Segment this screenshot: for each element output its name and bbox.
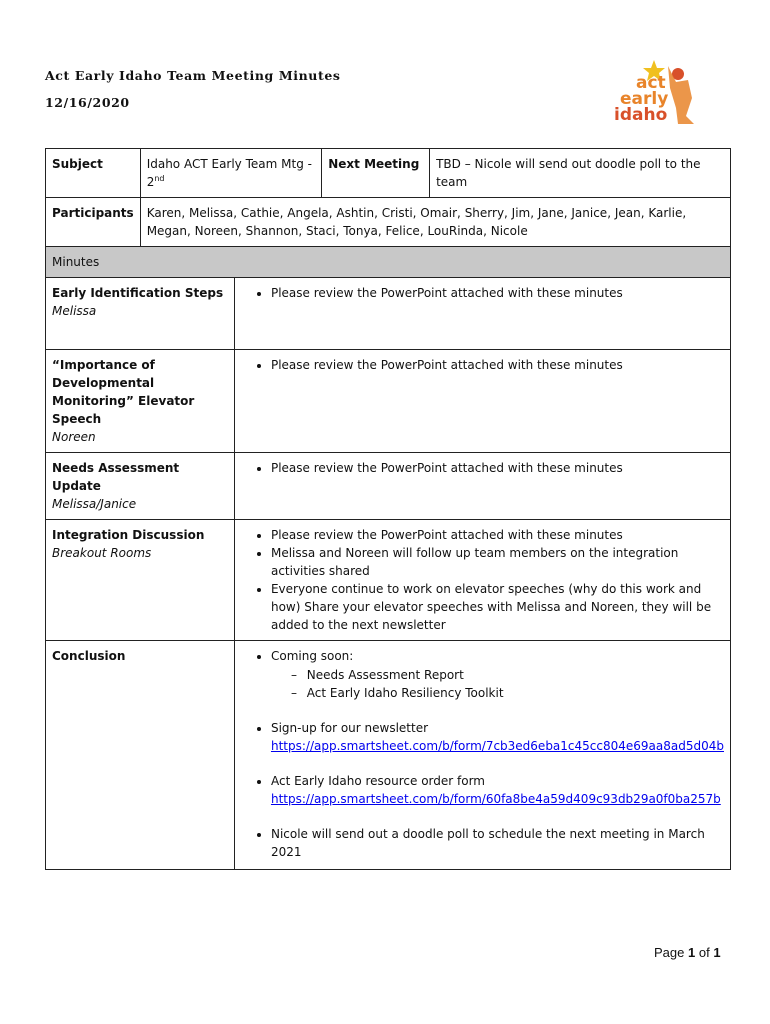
coming-soon-label: Coming soon: bbox=[270, 649, 354, 663]
table-row bbox=[46, 641, 731, 870]
list-item: • Please review the PowerPoint attached with these minutes bbox=[271, 284, 724, 302]
participants-value: Karen, Melissa, Cathie, Angela, Ashtin, Cristi, Omair, Sherry, Jim, Jane, Janice, Jean, Karlie, Megan, Noreen, Shannon, Staci, Tonya, Felice, LouRinda, Nicole bbox=[140, 198, 730, 247]
list-item bbox=[271, 647, 724, 702]
notes-cell bbox=[234, 641, 730, 870]
list-item: • Nicole will send out a doodle poll to schedule the next meeting in March 2021 bbox=[271, 825, 724, 861]
table-row bbox=[46, 520, 731, 641]
topic-cell bbox=[46, 278, 235, 350]
table-row bbox=[46, 278, 731, 350]
order-form-link[interactable]: https://app.smartsheet.com/b/form/60fa8be4a59d409c93db29a0f0ba257b bbox=[270, 792, 721, 806]
list-item: • Melissa and Noreen will follow up team members on the integration activities shared bbox=[271, 544, 724, 580]
topic-cell bbox=[46, 520, 235, 641]
topic-title: “Importance of Developmental Monitoring” Elevator Speech bbox=[52, 358, 195, 426]
table-row bbox=[46, 453, 731, 520]
list-item: – Act Early Idaho Resiliency Toolkit bbox=[291, 684, 724, 702]
notes-cell bbox=[234, 350, 730, 453]
topic-title: Integration Discussion bbox=[52, 528, 205, 542]
topic-presenter: Melissa/Janice bbox=[52, 497, 137, 511]
subject-value: Idaho ACT Early Team Mtg - 2nd bbox=[140, 149, 322, 198]
topic-presenter: Noreen bbox=[52, 430, 96, 444]
participants-label: Participants bbox=[46, 198, 141, 247]
act-early-idaho-logo bbox=[606, 58, 702, 128]
next-meeting-label: Next Meeting bbox=[322, 149, 430, 198]
list-item: – Needs Assessment Report bbox=[291, 666, 724, 684]
list-item bbox=[271, 719, 724, 755]
newsletter-label: • Sign-up for our newsletter bbox=[270, 721, 429, 735]
subject-label: Subject bbox=[46, 149, 141, 198]
minutes-table bbox=[45, 148, 731, 870]
topic-cell bbox=[46, 350, 235, 453]
document-title: Act Early Idaho Team Meeting Minutes bbox=[45, 68, 341, 83]
list-item: • Please review the PowerPoint attached with these minutes bbox=[271, 459, 724, 477]
topic-cell bbox=[46, 453, 235, 520]
minutes-header-row bbox=[46, 247, 731, 278]
notes-cell bbox=[234, 278, 730, 350]
topic-cell bbox=[46, 641, 235, 870]
logo-line-early: early bbox=[620, 89, 669, 109]
topic-title: Early Identification Steps bbox=[52, 286, 224, 300]
document-date: 12/16/2020 bbox=[45, 95, 130, 110]
topic-presenter: Breakout Rooms bbox=[52, 546, 152, 560]
table-row bbox=[46, 350, 731, 453]
list-item: • Please review the PowerPoint attached with these minutes bbox=[271, 526, 724, 544]
page-number: Page 1 of 1 bbox=[654, 945, 721, 960]
minutes-header: Minutes bbox=[46, 247, 731, 278]
topic-title: Needs Assessment Update bbox=[52, 461, 180, 493]
list-item bbox=[271, 772, 724, 808]
list-item: • Please review the PowerPoint attached with these minutes bbox=[271, 356, 724, 374]
topic-presenter: Melissa bbox=[52, 304, 97, 318]
participants-row bbox=[46, 198, 731, 247]
newsletter-link[interactable]: https://app.smartsheet.com/b/form/7cb3ed6eba1c45cc804e69aa8ad5d04b bbox=[270, 739, 724, 753]
next-meeting-value: TBD – Nicole will send out doodle poll to the team bbox=[430, 149, 731, 198]
notes-cell bbox=[234, 520, 730, 641]
list-item: • Everyone continue to work on elevator speeches (why do this work and how) Share your elevator speeches with Melissa and Noreen, they will be added to the next newsletter bbox=[271, 580, 724, 634]
notes-cell bbox=[234, 453, 730, 520]
logo-line-idaho: idaho bbox=[614, 105, 668, 125]
subject-row bbox=[46, 149, 731, 198]
logo-line-act: act bbox=[636, 73, 666, 93]
order-form-label: • Act Early Idaho resource order form bbox=[270, 774, 485, 788]
topic-title: Conclusion bbox=[52, 649, 126, 663]
